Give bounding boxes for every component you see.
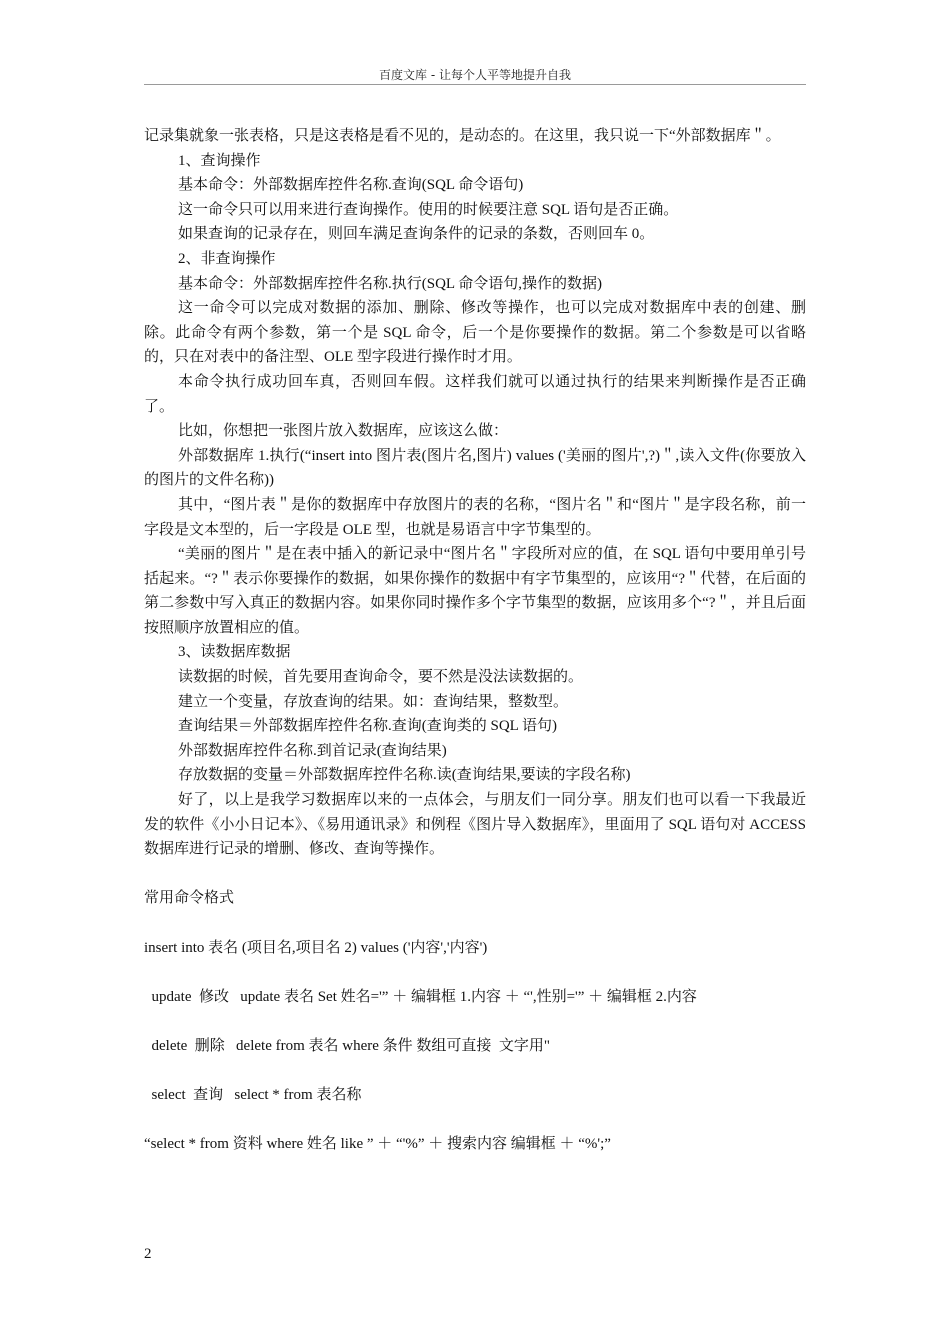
spacer: [144, 862, 806, 887]
paragraph: 如果查询的记录存在，则回车满足查询条件的记录的条数，否则回车 0。: [178, 226, 655, 243]
paragraph: 基本命令：外部数据库控件名称.执行(SQL 命令语句,操作的数据): [178, 275, 603, 292]
command-line: delete 删除 delete from 表名 where 条件 数组可直接 文字用": [144, 1037, 551, 1054]
command-line: select 查询 select * from 表名称: [144, 1087, 362, 1104]
section-heading: 3、读数据库数据: [178, 644, 291, 661]
paragraph: 建立一个变量，存放查询的结果。如：查询结果，整数型。: [178, 693, 569, 710]
header-divider: [144, 84, 806, 85]
paragraph: 外部数据库 1.执行(“insert into 图片表(图片名,图片) values ('美丽的图片',?)＂,读入文件(你要放入的图片的文件名称)): [144, 447, 806, 489]
paragraph: 存放数据的变量＝外部数据库控件名称.读(查询结果,要读的字段名称): [178, 767, 631, 784]
paragraph: 比如，你想把一张图片放入数据库，应该这么做：: [178, 423, 509, 440]
spacer: [144, 1009, 806, 1034]
command-line: insert into 表名 (项目名,项目名 2) values ('内容','内容'): [144, 939, 488, 956]
spacer: [144, 960, 806, 985]
paragraph: 读数据的时候，首先要用查询命令，要不然是没法读数据的。: [178, 669, 584, 686]
paragraph: “美丽的图片＂是在表中插入的新记录中“图片名＂字段所对应的值，在 SQL 语句中要用单引号括起来。“?＂表示你要操作的数据，如果你操作的数据中有字节集型的，应该用“?＂代替，在后面的第二参数中写入真正的数据内容。如果你同时操作多个字节集型的数据，应该用多个“?＂，并且后面按照顺序放置相应的值。: [144, 546, 806, 636]
paragraph: 好了，以上是我学习数据库以来的一点体会，与朋友们一同分享。朋友们也可以看一下我最近发的软件《小小日记本》、《易用通讯录》和例程《图片导入数据库》，里面用了 SQL 语句对 ACCESS 数据库进行记录的增删、修改、查询等操作。: [144, 792, 806, 858]
section-title: 常用命令格式: [144, 890, 235, 907]
page-number: 2: [144, 1246, 152, 1262]
paragraph: 这一命令只可以用来进行查询操作。使用的时候要注意 SQL 语句是否正确。: [178, 201, 679, 218]
paragraph: 记录集就象一张表格，只是这表格是看不见的，是动态的。在这里，我只说一下“外部数据库＂。: [144, 128, 781, 144]
paragraph: 查询结果＝外部数据库控件名称.查询(查询类的 SQL 语句): [178, 718, 558, 735]
page-header-title: 百度文库 - 让每个人平等地提升自我: [379, 68, 571, 82]
command-line: “select * from 资料 where 姓名 like ” ＋ “'%” ＋ 搜索内容 编辑框 ＋ “%';”: [144, 1136, 611, 1153]
document-body: [144, 124, 806, 1157]
section-heading: 1、查询操作: [178, 152, 261, 169]
section-heading: 2、非查询操作: [178, 250, 276, 267]
paragraph: 其中，“图片表＂是你的数据库中存放图片的表的名称，“图片名＂和“图片＂是字段名称，前一字段是文本型的，后一字段是 OLE 型，也就是易语言中字节集型的。: [144, 496, 806, 538]
paragraph: 本命令执行成功回车真，否则回车假。这样我们就可以通过执行的结果来判断操作是否正确了。: [144, 373, 806, 415]
paragraph: 外部数据库控件名称.到首记录(查询结果): [178, 742, 447, 759]
spacer: [144, 911, 806, 936]
paragraph: 这一命令可以完成对数据的添加、删除、修改等操作，也可以完成对数据库中表的创建、删除。此命令有两个参数，第一个是 SQL 命令，后一个是你要操作的数据。第二个参数是可以省略的，只在对表中的备注型、OLE 型字段进行操作时才用。: [144, 300, 806, 366]
spacer: [144, 1059, 806, 1084]
paragraph: 基本命令：外部数据库控件名称.查询(SQL 命令语句): [178, 177, 524, 194]
command-line: update 修改 update 表名 Set 姓名='” ＋ 编辑框 1.内容 ＋ “',性别='” ＋ 编辑框 2.内容: [144, 988, 697, 1005]
spacer: [144, 1108, 806, 1133]
